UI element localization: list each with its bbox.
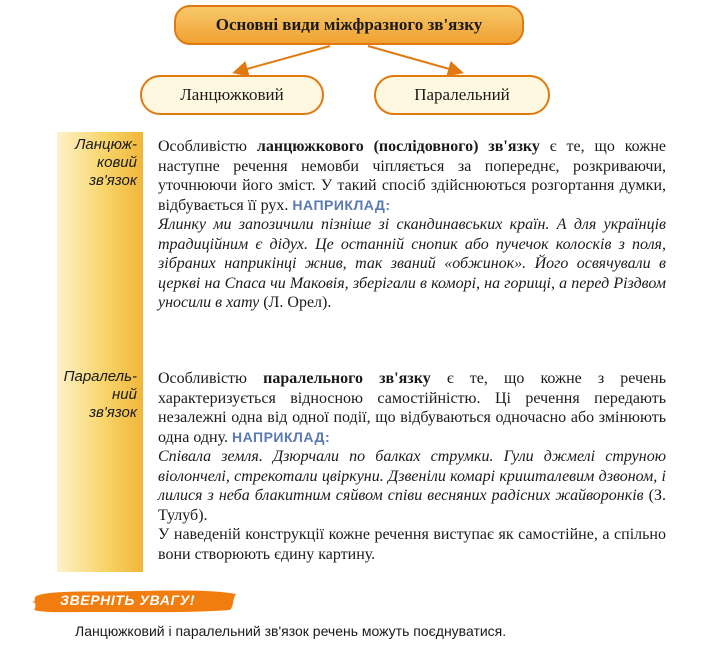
example-source: (Л. Орел). <box>259 294 332 311</box>
example-text: Співала земля. Дзюрчали по балках струмки. Гули джмелі струною віолончелі, стрекотали цвіркуни. Дзвеніли комарі кришталевим дзвоном, і лилися з неба блакитним сяйвом співи весняних радісних жайворонків <box>158 448 666 504</box>
parallel-link-paragraph <box>158 369 666 564</box>
diagram-top-box <box>174 5 524 45</box>
sidebar-label-line: Паралель- <box>63 368 137 385</box>
example-label: НАПРИКЛАД: <box>292 196 391 213</box>
example-label: НАПРИКЛАД: <box>231 428 331 445</box>
note-text: Ланцюжковий і паралельний зв'язок речень можуть поєднуватися. <box>75 623 507 639</box>
conclusion-text: У наведеній конструкції кожне речення виступає як самостійне, а спільно вони створюють єдину картину. <box>158 526 666 563</box>
definition-text: є те, що кожне наступне речення немовби чіпляється за попереднє, розкриваючи, уточнюючи його зміст. У такий спосіб здійснюються розгортання думки, відбувається її рух. <box>158 138 666 214</box>
term: паралельного зв'язку <box>263 370 431 387</box>
sidebar-label-line: зв'язок <box>89 172 137 189</box>
diagram-left-label: Ланцюжковий <box>180 85 284 104</box>
sidebar-label-line: зв'язок <box>89 404 137 421</box>
term: ланцюжкового (послідовного) зв'язку <box>256 138 540 155</box>
diagram-right-label: Паралельний <box>414 85 510 104</box>
arrow-right <box>368 46 460 72</box>
diagram-left-box <box>140 75 324 115</box>
sidebar <box>57 132 143 572</box>
intro-text: Особливістю <box>158 370 264 387</box>
sidebar-label-line: ковий <box>97 154 137 171</box>
sidebar-label-line: Ланцюж- <box>75 136 137 153</box>
intro-text: Особливістю <box>158 138 257 155</box>
diagram-top-label: Основні види міжфразного зв'язку <box>215 15 483 34</box>
sidebar-label-line: ний <box>112 386 137 403</box>
example-source: (З. Тулуб). <box>158 487 666 524</box>
sidebar-label-parallel <box>64 368 137 422</box>
diagram-right-box <box>374 75 550 115</box>
chain-link-paragraph <box>158 137 666 313</box>
definition-text: є те, що кожне з речень характеризується відносною самостійністю. Ці речення передають незалежні одна від одної події, що відбуваються одночасно або змінюють одна одну. <box>158 370 667 446</box>
example-text: Ялинку ми запозичили пізніше зі скандинавських країн. А для українців традиційним є дідух. Це останній снопик або пучечок колосків з поля, зібраних наприкінці жнив, так званий «обжинок». Його освячували в церкві на Спаса чи Маковія, зберігали в коморі, на горищі, а перед Різдвом уносили в хату <box>158 216 666 311</box>
note-label: ЗВЕРНІТЬ УВАГУ! <box>60 592 196 608</box>
sidebar-label-chain <box>75 136 137 190</box>
arrow-left <box>236 46 330 72</box>
diagram <box>0 0 704 130</box>
